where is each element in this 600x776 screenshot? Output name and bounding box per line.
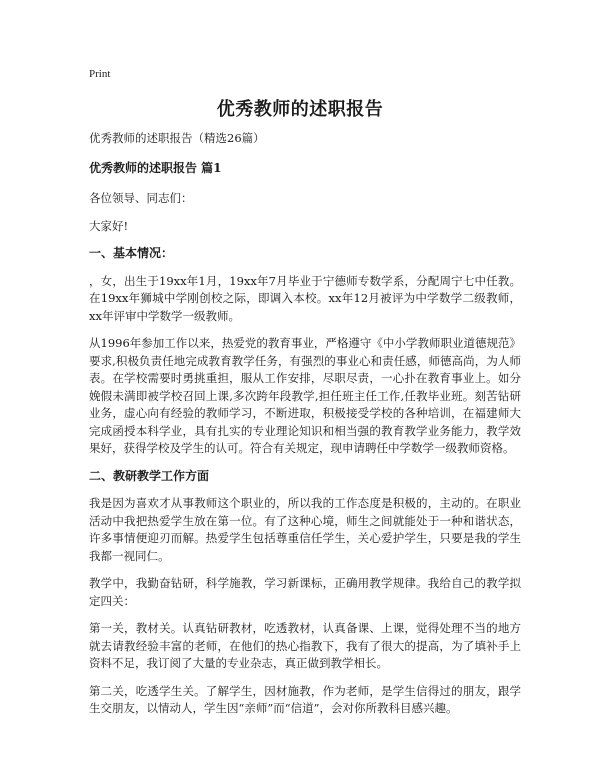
- section-1-paragraph-2: 从1996年参加工作以来，热爱党的教育事业，严格遵守《中小学教师职业道德规范》要求,积极负责任地完成教育教学任务，有强烈的事业心和责任感，师德高尚，为人师表。在学校需要时勇挑重担，服从工作安排，尽职尽责，一心扑在教育事业上。如分娩假未满即被学校召回上课,多次跨年段教学,担任班主任工作,任教毕业班。刻苦钻研业务，虚心向有经验的教师学习，不断进取，积极接受学校的各种培训，在福建师大完成函授本科学业，具有扎实的专业理论知识和相当强的教育教学业务能力，教学效果好，获得学校及学生的认可。符合有关规定，现申请聘任中学数学一级教师资格。: [89, 336, 521, 455]
- section-2-paragraph-2: 教学中，我勤奋钻研，科学施教，学习新课标，正确用教学规律。我给自己的教学拟定四关：: [89, 576, 521, 608]
- section-2-paragraph-1: 我是因为喜欢才从事教师这个职业的，所以我的工作态度是积极的，主动的。在职业活动中我把热爱学生放在第一位。有了这种心境，师生之间就能处于一种和谐状态，许多事情便迎刃而解。热爱学生包括尊重信任学生，关心爱护学生，只要是我的学生我都一视同仁。: [89, 496, 521, 563]
- document-subtitle: 优秀教师的述职报告（精选26篇）: [89, 131, 265, 145]
- salutation: 大家好!: [89, 218, 129, 233]
- greeting: 各位领导、同志们：: [89, 191, 193, 205]
- document-title: 优秀教师的述职报告: [216, 99, 384, 120]
- section-2-paragraph-3: 第一关，教材关。认真钻研教材，吃透教材，认真备课、上课，觉得处理不当的地方就去请教经验丰富的老师，在他们的热心指教下，我有了很大的提高，为了填补手上资料不足，我订阅了大量的专业杂志，真正做到教学相长。: [89, 621, 521, 670]
- document-body: [89, 130, 521, 728]
- article-heading: 优秀教师的述职报告 篇1: [89, 160, 222, 175]
- section-1-title: 一、基本情况：: [89, 246, 174, 260]
- section-1-paragraph-1: ，女，出生于19xx年1月，19xx年7月毕业于宁德师专数学系，分配周宁七中任教。在19xx年狮城中学刚创校之际，即调入本校。xx年12月被评为中学数学二级教师，xx年评审中学数学一级教师。: [89, 273, 521, 323]
- print-label[interactable]: Print: [89, 68, 111, 80]
- section-2-paragraph-4: 第二关，吃透学生关。了解学生，因材施教，作为老师，是学生信得过的朋友，跟学生交朋友，以情动人，学生因“亲师”而“信道”，会对你所教科目感兴趣。: [89, 683, 521, 715]
- section-2-title: 二、教研教学工作方面: [89, 468, 210, 483]
